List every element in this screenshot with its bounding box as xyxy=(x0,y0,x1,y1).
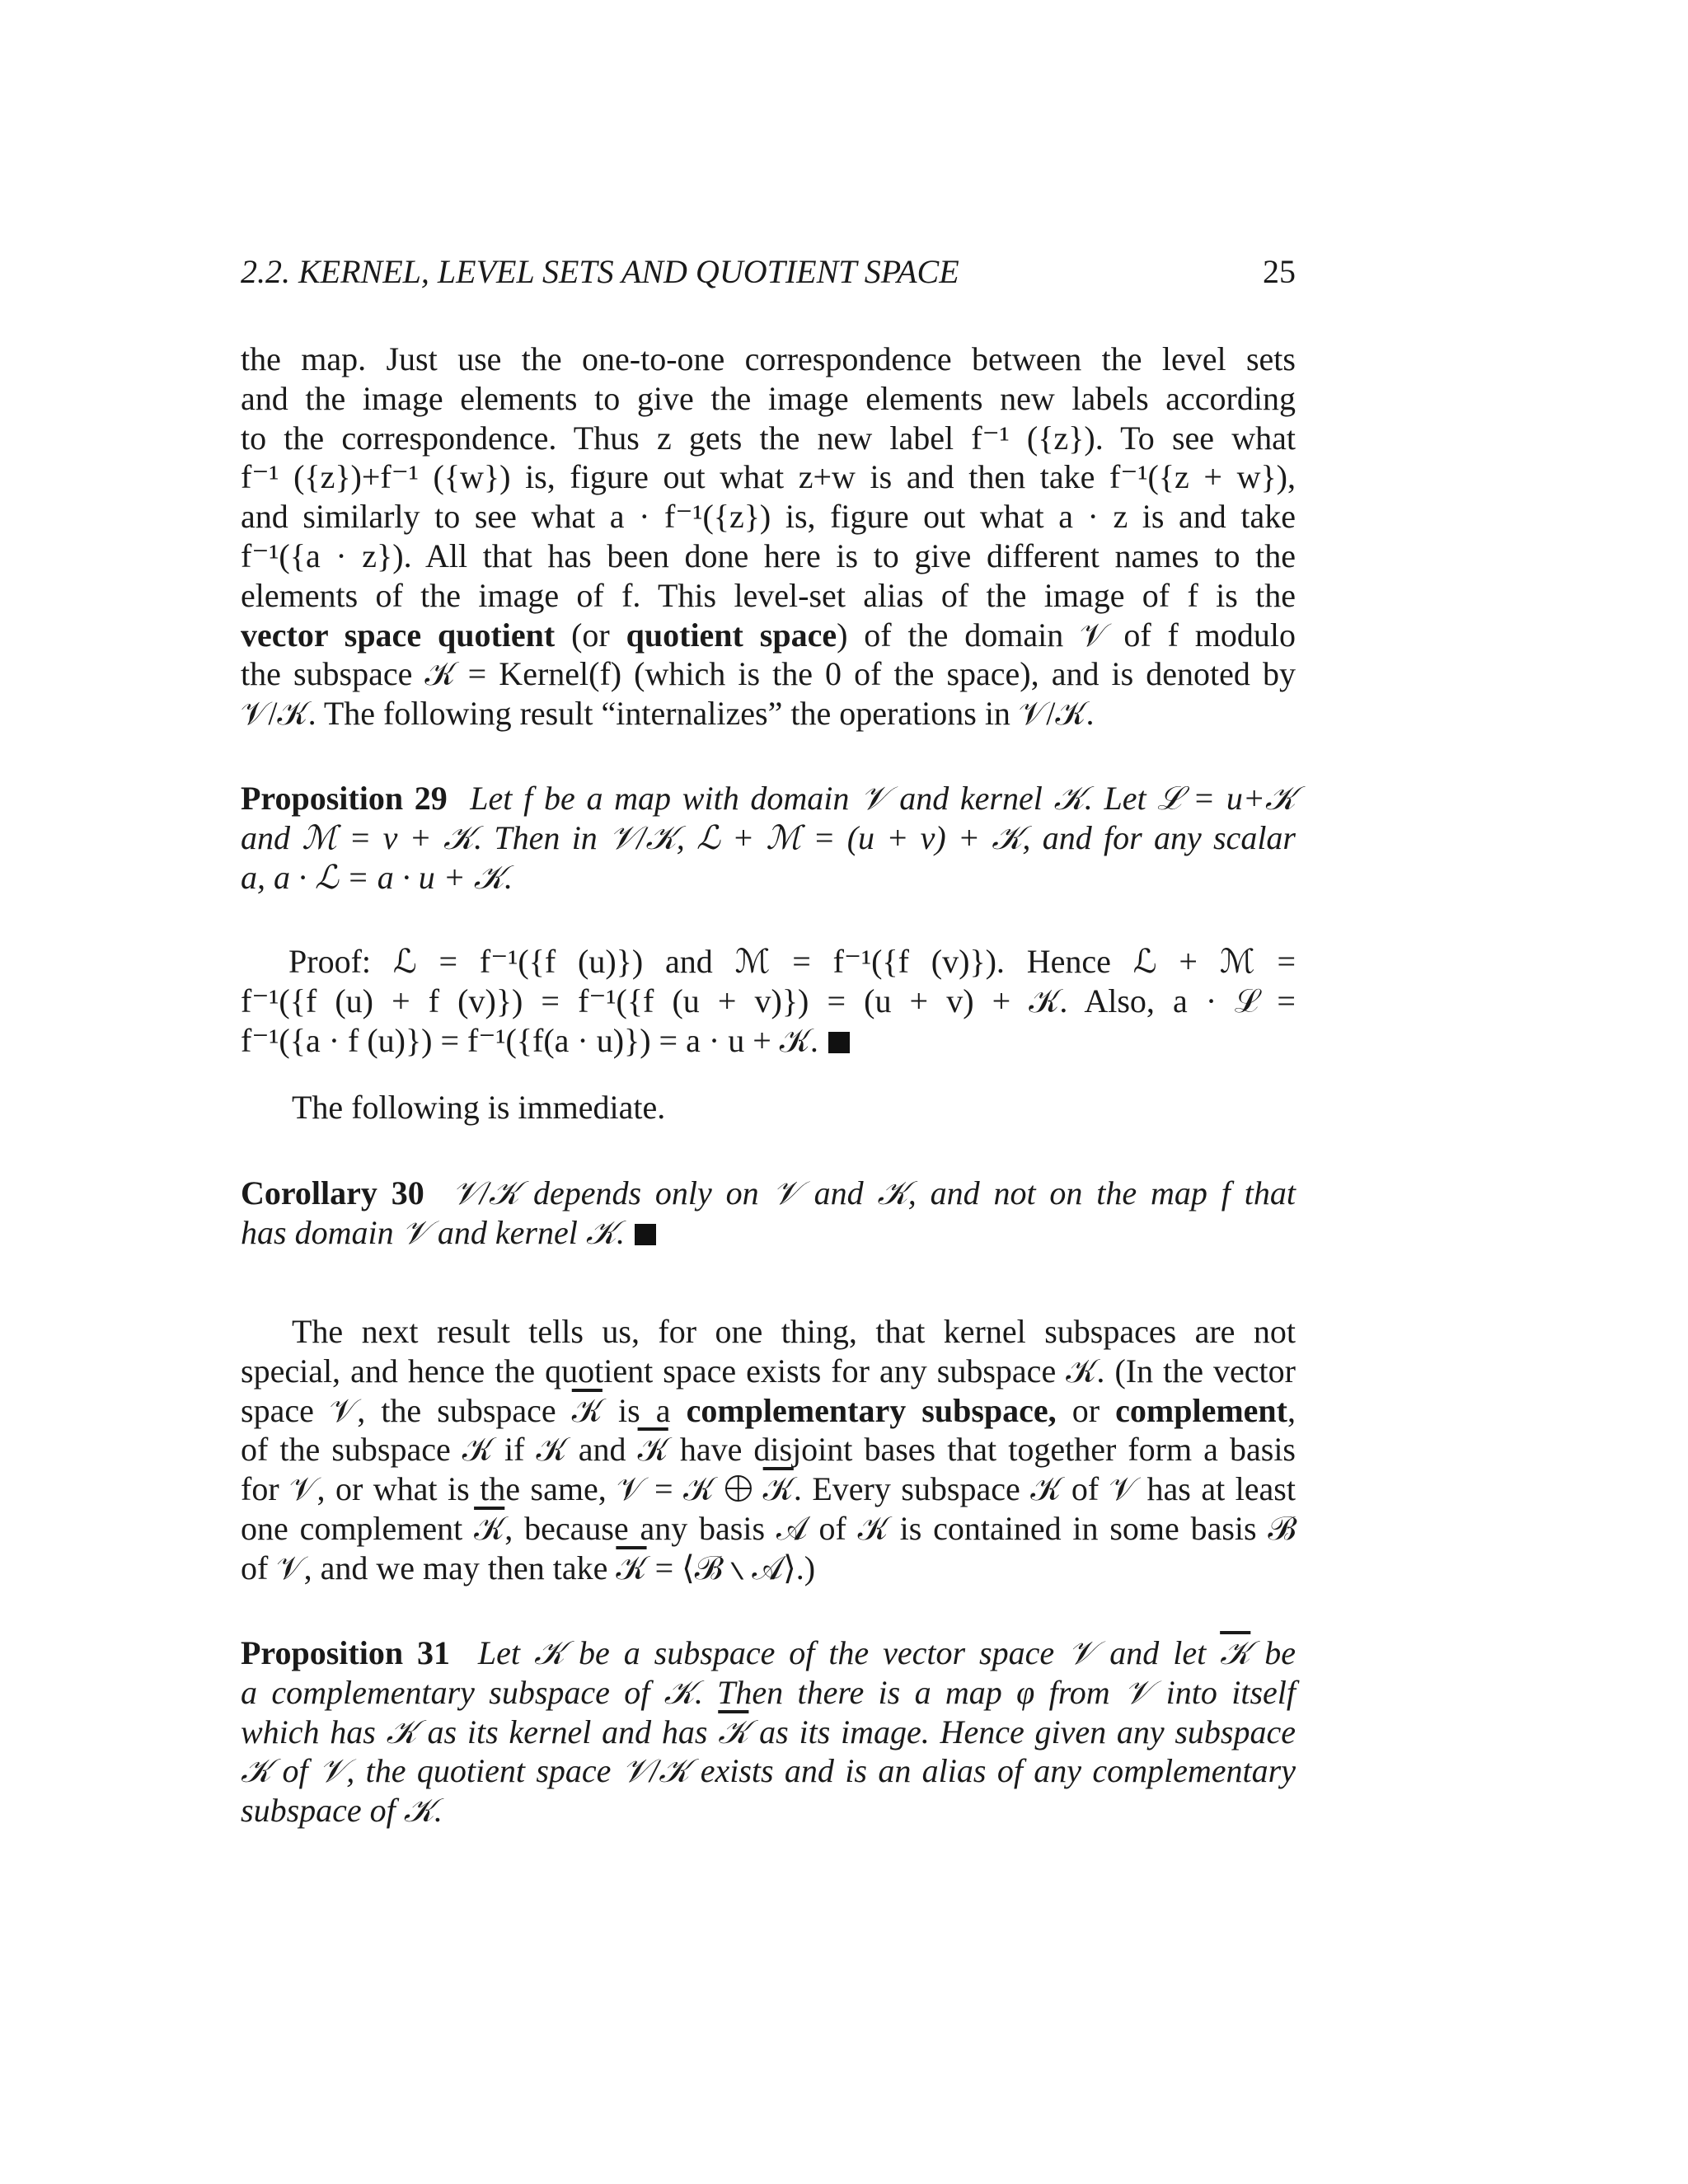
statement-text: 𝒱/𝒦 depends only on 𝒱 and 𝒦, and not on the map f that xyxy=(452,1174,1296,1212)
text-line: and the image elements to give the image elements new labels according xyxy=(241,379,1296,417)
text-line: The following is immediate. xyxy=(292,1089,666,1126)
text-line xyxy=(241,1213,1296,1253)
text-fragment: for 𝒱, or what is the same, 𝒱 = 𝒦 ⨁ xyxy=(241,1470,763,1508)
text-line: a, a · ℒ = a · u + 𝒦. xyxy=(241,858,513,896)
text-fragment: f⁻¹({a · f (u)}) = f⁻¹({f(a · u)}) = a · u + 𝒦. xyxy=(241,1021,818,1059)
text-line: f⁻¹({f (u) + f (v)}) = f⁻¹({f (u + v)}) = (u + v) + 𝒦. Also, a · ℒ = xyxy=(241,982,1296,1019)
corollary-30 xyxy=(241,1174,1296,1253)
k-bar-symbol: 𝒦 xyxy=(616,1549,647,1586)
text-line: special, and hence the quotient space exists for any subspace 𝒦. (In the vector xyxy=(241,1352,1296,1390)
text-fragment: . Every subspace 𝒦 of 𝒱 has at least xyxy=(793,1470,1296,1508)
statement-text: Let f be a map with domain 𝒱 and kernel 𝒦. Let ℒ = u+𝒦 xyxy=(470,780,1296,817)
k-bar-symbol: 𝒦 xyxy=(762,1470,794,1508)
text-line: f⁻¹ ({z})+f⁻¹ ({w}) is, figure out what z+w is and then take f⁻¹({z + w}), xyxy=(241,458,1296,496)
header-title: 2.2. KERNEL, LEVEL SETS AND QUOTIENT SPACE xyxy=(241,253,959,290)
text-line xyxy=(241,616,1296,655)
text-fragment: of 𝒱, and we may then take xyxy=(241,1549,617,1586)
k-bar-symbol: 𝒦 xyxy=(718,1713,749,1750)
text-line: Proof: ℒ = f⁻¹({f (u)}) and ℳ = f⁻¹({f (v)}). Hence ℒ + ℳ = xyxy=(288,943,1296,980)
proposition-label: Proposition 29 xyxy=(241,780,448,817)
statement-text: has domain 𝒱 and kernel 𝒦. xyxy=(241,1213,625,1251)
text-line xyxy=(241,1021,1296,1061)
text-line: the map. Just use the one-to-one correspondence between the level sets xyxy=(241,340,1296,377)
term-quotient-space: quotient space xyxy=(626,616,837,654)
proposition-label: Proposition 31 xyxy=(241,1634,451,1671)
text-line: subspace of 𝒦. xyxy=(241,1792,443,1830)
text-fragment: , xyxy=(1287,1391,1296,1429)
statement-text: be xyxy=(1250,1634,1296,1671)
text-fragment: have disjoint bases that together form a basis xyxy=(668,1431,1296,1469)
running-header xyxy=(241,249,1296,295)
complement-paragraph xyxy=(241,1312,1296,1588)
text-line xyxy=(241,1430,1296,1469)
immediate-paragraph xyxy=(241,1088,1296,1127)
text-line xyxy=(241,1391,1296,1431)
statement-text: which has 𝒦 as its kernel and has xyxy=(241,1713,719,1750)
text-line xyxy=(241,1633,1296,1673)
text-line xyxy=(241,1174,1296,1213)
text-line xyxy=(241,1713,1296,1752)
text-line xyxy=(241,1469,1296,1509)
term-complement: complement xyxy=(1115,1391,1287,1429)
qed-square-icon xyxy=(828,1032,850,1053)
term-vector-space-quotient: vector space quotient xyxy=(241,616,556,654)
k-bar-symbol: 𝒦 xyxy=(1220,1634,1251,1671)
text-fragment: is a xyxy=(602,1391,687,1429)
text-fragment: one complement xyxy=(241,1509,475,1547)
text-fragment: = ⟨ℬ ∖ 𝒜⟩.) xyxy=(646,1549,816,1586)
proposition-31 xyxy=(241,1633,1296,1830)
text-fragment: (or xyxy=(555,616,626,654)
proof-block xyxy=(241,942,1296,1060)
text-fragment: ) of the domain 𝒱 of f modulo xyxy=(837,616,1296,654)
main-paragraph xyxy=(241,340,1296,733)
text-line xyxy=(241,779,1296,818)
k-bar-symbol: 𝒦 xyxy=(571,1391,603,1429)
k-bar-symbol: 𝒦 xyxy=(474,1509,505,1547)
statement-text: as its image. Hence given any subspace xyxy=(748,1713,1296,1750)
text-line: 𝒱/𝒦. The following result “internalizes” the operations in 𝒱/𝒦. xyxy=(241,695,1095,733)
text-fragment: or xyxy=(1056,1391,1116,1429)
text-line xyxy=(241,1509,1296,1549)
text-fragment: , because any basis 𝒜 of 𝒦 is contained in some basis ℬ xyxy=(504,1509,1296,1547)
qed-square-icon xyxy=(635,1224,656,1245)
text-line: to the correspondence. Thus z gets the new label f⁻¹ ({z}). To see what xyxy=(241,419,1296,457)
text-line: The next result tells us, for one thing, that kernel subspaces are not xyxy=(292,1313,1296,1350)
text-line: elements of the image of f. This level-set alias of the image of f is the xyxy=(241,576,1296,614)
text-line: and ℳ = v + 𝒦. Then in 𝒱/𝒦, ℒ + ℳ = (u + v) + 𝒦, and for any scalar xyxy=(241,818,1296,856)
text-line: f⁻¹({a · z}). All that has been done here is to give different names to the xyxy=(241,537,1296,574)
text-line: a complementary subspace of 𝒦. Then there is a map φ from 𝒱 into itself xyxy=(241,1673,1296,1711)
term-complementary-subspace: complementary subspace, xyxy=(686,1391,1057,1429)
text-line xyxy=(241,1549,1296,1588)
corollary-label: Corollary 30 xyxy=(241,1174,424,1212)
k-bar-symbol: 𝒦 xyxy=(637,1431,668,1469)
statement-text: Let 𝒦 be a subspace of the vector space 𝒱 and let xyxy=(477,1634,1221,1671)
proposition-29 xyxy=(241,779,1296,897)
text-fragment: space 𝒱, the subspace xyxy=(241,1391,572,1429)
text-line: and similarly to see what a · f⁻¹({z}) is, figure out what a · z is and take xyxy=(241,498,1296,536)
page-number: 25 xyxy=(1263,253,1296,290)
text-fragment: of the subspace 𝒦 if 𝒦 and xyxy=(241,1431,638,1469)
text-line: 𝒦 of 𝒱, the quotient space 𝒱/𝒦 exists and is an alias of any complementary xyxy=(241,1752,1296,1790)
text-line: the subspace 𝒦 = Kernel(f) (which is the 0 of the space), and is denoted by xyxy=(241,655,1296,693)
